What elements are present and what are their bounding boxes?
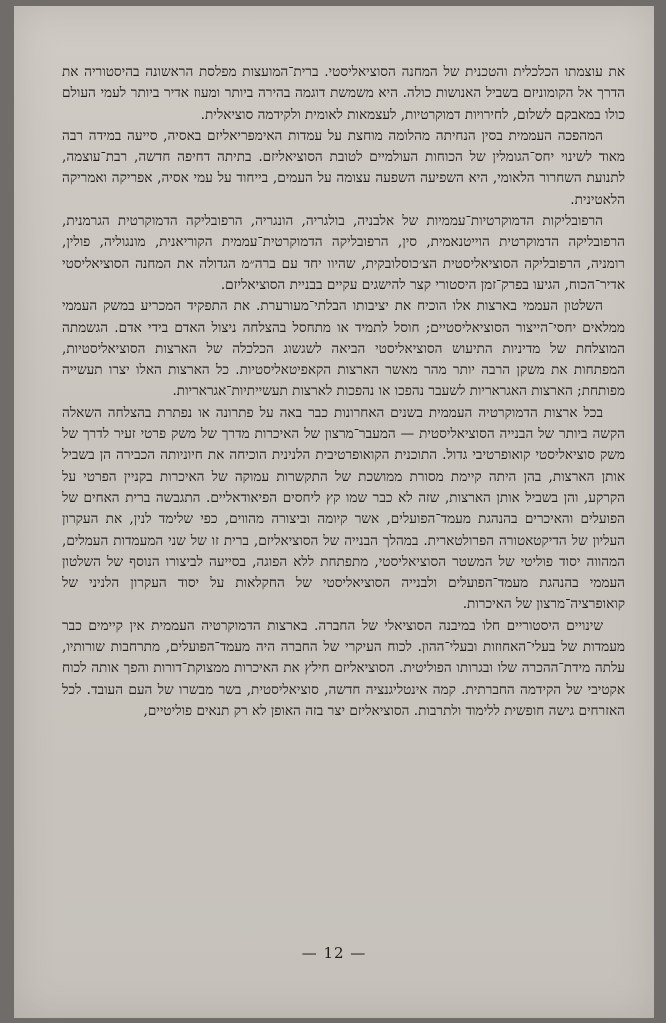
paragraph-2: המהפכה העממית בסין הנחיתה מהלומה מוחצת על עמדות האימפריאליזם באסיה, סייעה במידה רבה מאוד לשינוי יחס־הגומלין של הכוחות העולמיים לטובת הסוציאליזם. בתיתה דחיפה חדשה, רבת־עוצמה, לתנועת השחרור הלאומי, היא השפיעה השפעה עצומה על העמים, בייחוד על עמי אסיה, אפריקה ואמריקה הלאטינית. [62,127,625,208]
paragraph-1: את עוצמתו הכלכלית והטכנית של המחנה הסוציאליסטי. ברית־המועצות מפלסת הראשונה בהיסטוריה את הדרך אל הקומוניזם בשביל האנושות כולה. היא משמשת דוגמה בהירה ביותר ומעוז אדיר ביותר לעמי העולם כולו במאבקם לשלום, לחירויות דמוקרטיות, לעצמאות לאומית ולקידמה סוציאלית. [62,64,625,123]
paragraph-6: שינויים היסטוריים חלו במיבנה הסוציאלי של החברה. בארצות הדמוקרטיה העממית אין קיימים כבר מעמדות של בעלי־האחוזות ובעלי־ההון. לכוח העיקרי של החברה היה מעמד־הפועלים, מתרחבות שורותיו, עלתה מידת־ההכרה שלו ובגרותו הפוליטית. הסוציאליזם חילץ את האיכרות ממצוקת־דורות והפך אותה לכוח אקטיבי של הקידמה החברתית. קמה אינטליגנציה חדשה, סוציאליסטית, בשר מבשרו של העם העובד. לכל האזרחים גישה חופשית ללימוד ולתרבות. הסוציאליזם יצר בזה האופן לא רק תנאים פוליטיים, [62,617,625,719]
book-page [14,6,654,1018]
paragraph-5: בכל ארצות הדמוקרטיה העממית בשנים האחרונות כבר באה על פתרונה או נפתרת בהצלחה השאלה הקשה ביותר של הבנייה הסוציאליסטית — המעבר־מרצון של האיכרות מדרך של משק פרטי זעיר לדרך של משק סוציאליסטי קואופרטיבי גדול. התוכנית הקואופרטיבית הלנינית הוכיחה את חיוניותה הכבירה הן בשביל אותן הארצות, בהן היתה קיימת מסורת ממושכת של התקשרות עמוקה של האיכרות בקניין הפרטי על הקרקע, והן בשביל אותן הארצות, שזה לא כבר שמו קץ ליחסים הפיאודאליים. התגבשה ברית האחים של הפועלים והאיכרים בהנהגת מעמד־הפועלים, אשר קיומה וביצורה מהווים, כפי שלימד לנין, את העקרון העליון של הדיקטאטורה הפרולטארית. במהלך הבנייה של הסוציאליזם, ברית זו של שני המעמדות העמלים, המהווה יסוד פוליטי של המשטר הסוציאליסטי, מתפתחת ללא הפוגה, בסייעה לביצורו הנוסף של השלטון העממי בהנהגת מעמד־הפועלים ולבנייה הסוציאליסטי של החקלאות על יסוד העקרון הלניני של קואופרציה־מרצון של האיכרות. [62,404,625,613]
body-text [62,62,625,722]
paragraph-3: הרפובליקות הדמוקרטיות־עממיות של אלבניה, בולגריה, הונגריה, הרפובליקה הדמוקרטית הגרמנית, הרפובליקה הדמוקרטית הוייטנאמית, סין, הרפובליקה הדמוקרטית־עממית הקוריאנית, מונגוליה, פולין, רומניה, הרפובליקה הסוציאליסטית הצ׳כוסלובקית, שהיוו יחד עם ברה״מ הגדולה את המחנה הסוציאליסטי אדיר־הכוח, הגיעו בפרק־זמן היסטורי קצר להישגים עקיים בבניית הסוציאליזם. [62,213,625,293]
paragraph-4: השלטון העממי בארצות אלו הוכיח את יציבותו הבלתי־מעורערת. את התפקיד המכריע במשק העממי ממלאים יחסי־הייצור הסוציאליסטיים; חוסל לתמיד או מתחסל בהצלחה ניצול האדם בידי אדם. הגשמתה המוצלחת של מדיניות התיעוש הסוציאליסטי הביאה לשגשוג הכלכלה של הארצות הסוציאליסטיות, המפתחות את משקן הרבה יותר מהר מאשר הארצות הקאפיטאליסטיות. כל הארצות האלו יצרו תעשייה מפותחת; הארצות האגראריות לשעבר נהפכו או נהפכות לארצות תעשייתיות־אגראריות. [62,298,625,400]
page-number: — 12 — [301,944,367,962]
